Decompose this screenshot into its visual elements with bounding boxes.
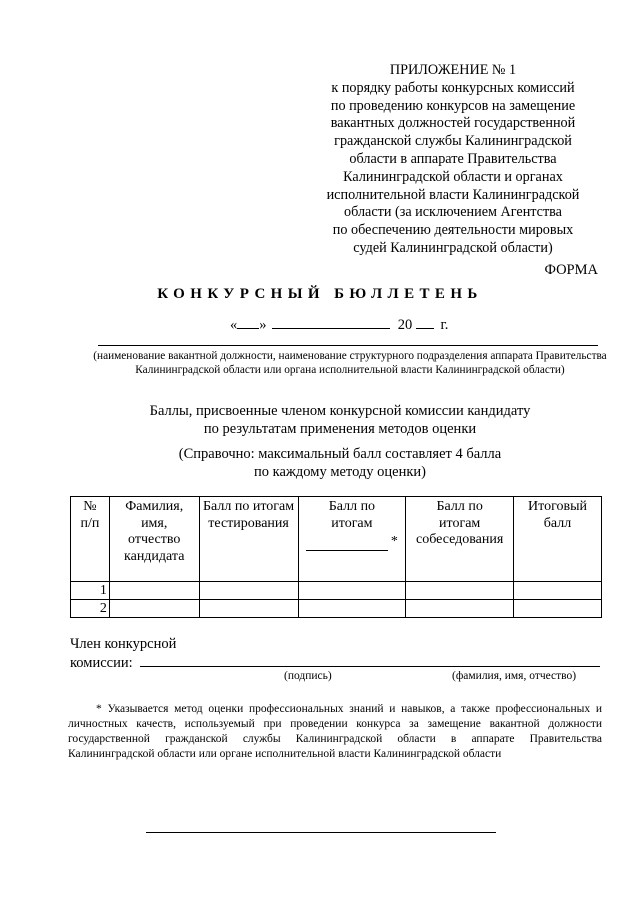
total-score-cell[interactable] [514,582,602,600]
table-header-row [71,497,602,582]
appendix-title: ПРИЛОЖЕНИЕ № 1 [389,62,517,78]
interview-score-cell[interactable] [406,582,514,600]
reference-note-line: по каждому методу оценки) [254,464,426,480]
form-label: ФОРМА [544,262,598,278]
month-blank[interactable] [272,314,390,329]
appendix-line: исполнительной власти Калининградской [326,186,580,203]
col-header-interview [406,497,514,582]
row-number: 1 [71,582,110,600]
bottom-rule [146,832,496,833]
name-caption: (фамилия, имя, отчество) [452,670,577,682]
col-header-candidate [109,497,199,582]
appendix-line: гражданской службы Калининградской [334,133,572,150]
appendix-header [312,62,594,258]
appendix-line: области в аппарате Правительства [349,150,557,167]
table-row [71,582,602,600]
scores-heading-line: по результатам применения методов оценки [203,421,477,437]
year-blank[interactable] [416,314,434,329]
member-label-line2: комиссии: [70,655,133,671]
date-line [230,314,448,334]
appendix-line: области (за исключением Агентства [344,204,562,221]
reference-note-line: (Справочно: максимальный балл составляет 4 балла [178,446,502,462]
day-blank[interactable] [237,314,259,329]
position-caption: (наименование вакантной должности, наименование структурного подразделения аппарата Правительства Калининградской области или органа исполнительной власти Калининградской области) [93,350,607,376]
footnote: * Указывается метод оценки профессиональных знаний и навыков, а также профессиональных и личностных качеств, используемый при проведении конкурса за замещение вакантной должности государственной гражданской службы Калининградской области в аппарате Правительства Калининградской области или органе исполнительной власти Калининградской области [68,703,602,760]
col-header-method-text: Балл по итогам [328,499,376,531]
col-header-total-text: Итоговый балл [528,499,587,531]
col-header-candidate-text: Фамилия, имя, отчество кандидата [124,499,185,564]
method-blank[interactable] [306,536,388,551]
signature-caption: (подпись) [284,670,332,682]
commission-member-block [70,635,176,673]
col-header-number [71,497,110,582]
col-header-number-text: № п/п [80,499,100,531]
method-asterisk: * [390,534,398,549]
reference-note [60,445,620,481]
member-label-line1: Член конкурсной [70,636,177,652]
col-header-method [298,497,406,582]
candidate-cell[interactable] [109,582,199,600]
testing-score-cell[interactable] [199,600,298,618]
table-row [71,600,602,618]
candidate-cell[interactable] [109,600,199,618]
year-suffix: г. [440,317,449,333]
scores-table [70,496,602,618]
total-score-cell[interactable] [514,600,602,618]
scores-heading [60,402,620,438]
appendix-line: по обеспечению деятельности мировых [332,222,574,239]
method-score-cell[interactable] [298,600,406,618]
scores-heading-line: Баллы, присвоенные членом конкурсной комиссии кандидату [149,403,531,419]
interview-score-cell[interactable] [406,600,514,618]
document-title: КОНКУРСНЫЙ БЮЛЛЕТЕНЬ [157,286,483,302]
testing-score-cell[interactable] [199,582,298,600]
col-header-testing-text: Балл по итогам тестирования [203,499,295,531]
method-blank-wrap [299,534,406,551]
appendix-line: вакантных должностей государственной [330,115,576,132]
appendix-line: к порядку работы конкурсных комиссий [331,79,575,96]
col-header-interview-text: Балл по итогам собеседования [415,499,504,547]
date-open-quote: « [230,317,238,333]
member-signature-line[interactable] [140,666,600,667]
position-name-line[interactable] [98,345,598,346]
date-close-quote: » [259,317,267,333]
year-prefix: 20 [397,317,413,333]
appendix-line: судей Калининградской области) [353,239,553,256]
method-score-cell[interactable] [298,582,406,600]
col-header-testing [199,497,298,582]
appendix-line: Калининградской области и органах [343,168,563,185]
row-number: 2 [71,600,110,618]
col-header-total [514,497,602,582]
appendix-line: по проведению конкурсов на замещение [330,97,576,114]
